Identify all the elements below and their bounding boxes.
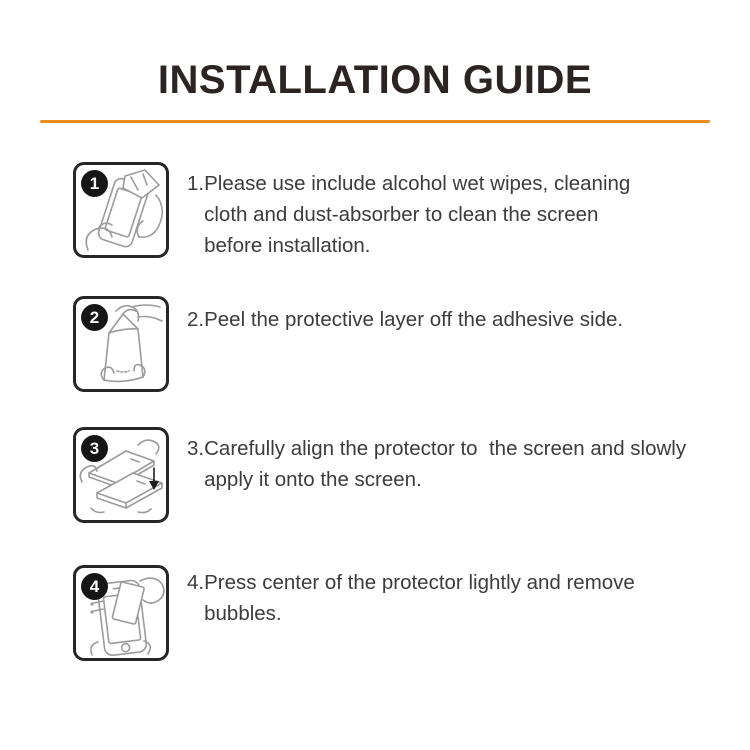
step4-line: Press center of the protector lightly and remove: [204, 571, 635, 594]
step4-line: bubbles.: [204, 602, 282, 625]
step2-line: Peel the protective layer off the adhesive side.: [204, 308, 624, 331]
step1-icon-box: [73, 162, 169, 258]
step4-text: [187, 567, 635, 629]
step3-text: [187, 433, 686, 495]
step1-line: before installation.: [204, 234, 371, 257]
step1-text: [187, 168, 630, 261]
step2-number-badge: 2: [81, 304, 108, 331]
step3-number-badge: 3: [81, 435, 108, 462]
step3-line: Carefully align the protector to the screen and slowly: [204, 437, 687, 460]
step4-number-badge: 4: [81, 573, 108, 600]
step2-text: [187, 304, 623, 335]
step2-number: 2.: [187, 308, 205, 331]
step3-number: 3.: [187, 437, 205, 460]
step4-icon-box: [73, 565, 169, 661]
step3-icon-box: [73, 427, 169, 523]
step1-line: Please use include alcohol wet wipes, cleaning: [204, 172, 631, 195]
step1-number-badge: 1: [81, 170, 108, 197]
step4-number: 4.: [187, 571, 205, 594]
orange-divider: [40, 120, 710, 123]
step1-line: cloth and dust-absorber to clean the screen: [204, 203, 599, 226]
step1-number: 1.: [187, 172, 205, 195]
step2-icon-box: [73, 296, 169, 392]
page-title: INSTALLATION GUIDE: [157, 58, 593, 102]
step3-line: apply it onto the screen.: [204, 468, 422, 491]
